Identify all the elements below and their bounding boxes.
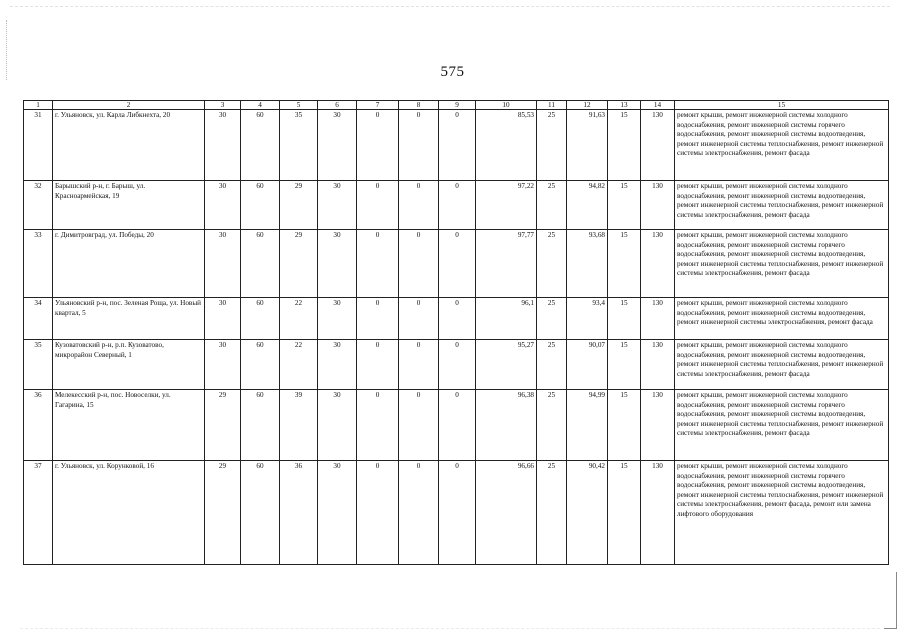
cell-col-10: 96,1: [476, 298, 537, 340]
cell-row-number: 36: [24, 390, 53, 461]
cell-col-6: 30: [318, 461, 357, 565]
cell-col-13: 15: [608, 230, 641, 298]
cell-col-11: 25: [537, 340, 567, 390]
table-row: [24, 230, 889, 298]
column-number-header: 7: [357, 101, 399, 110]
table-header-row: [24, 101, 889, 110]
cell-col-11: 25: [537, 298, 567, 340]
cell-col-14: 130: [641, 340, 675, 390]
table-row: [24, 390, 889, 461]
cell-col-9: 0: [439, 340, 476, 390]
cell-col-3: 30: [205, 298, 241, 340]
cell-col-8: 0: [399, 461, 439, 565]
cell-col-12: 93,68: [567, 230, 608, 298]
cell-col-10: 97,22: [476, 181, 537, 230]
table-row: [24, 461, 889, 565]
column-number-header: 6: [318, 101, 357, 110]
cell-col-5: 29: [280, 181, 318, 230]
column-number-header: 3: [205, 101, 241, 110]
cell-col-4: 60: [241, 230, 280, 298]
column-number-header: 9: [439, 101, 476, 110]
column-number-header: 2: [53, 101, 205, 110]
cell-col-8: 0: [399, 298, 439, 340]
cell-col-6: 30: [318, 230, 357, 298]
cell-col-13: 15: [608, 110, 641, 181]
column-number-header: 12: [567, 101, 608, 110]
cell-col-6: 30: [318, 298, 357, 340]
cell-col-7: 0: [357, 110, 399, 181]
cell-col-9: 0: [439, 230, 476, 298]
column-number-header: 1: [24, 101, 53, 110]
cell-address: Кузоватовский р-н, р.п. Кузоватово, микрорайон Северный, 1: [53, 340, 205, 390]
cell-col-13: 15: [608, 298, 641, 340]
cell-col-4: 60: [241, 110, 280, 181]
cell-works-list: ремонт крыши, ремонт инженерной системы холодного водоснабжения, ремонт инженерной системы горячего водоснабжения, ремонт инженерной системы водоотведения, ремонт инженерной системы теплоснабжения, ремонт инженерной системы электроснабжения, ремонт фасада: [675, 230, 889, 298]
cell-col-3: 29: [205, 390, 241, 461]
column-number-header: 8: [399, 101, 439, 110]
cell-col-7: 0: [357, 461, 399, 565]
cell-col-5: 22: [280, 340, 318, 390]
cell-works-list: ремонт крыши, ремонт инженерной системы холодного водоснабжения, ремонт инженерной системы водоотведения, ремонт инженерной системы электроснабжения, ремонт фасада: [675, 298, 889, 340]
cell-col-5: 22: [280, 298, 318, 340]
column-number-header: 14: [641, 101, 675, 110]
cell-col-9: 0: [439, 181, 476, 230]
cell-col-9: 0: [439, 390, 476, 461]
cell-col-4: 60: [241, 298, 280, 340]
cell-works-list: ремонт крыши, ремонт инженерной системы холодного водоснабжения, ремонт инженерной системы водоотведения, ремонт инженерной системы теплоснабжения, ремонт инженерной системы электроснабжения, ремонт фасада: [675, 340, 889, 390]
cell-col-7: 0: [357, 181, 399, 230]
cell-col-11: 25: [537, 110, 567, 181]
cell-col-12: 90,42: [567, 461, 608, 565]
cell-works-list: ремонт крыши, ремонт инженерной системы холодного водоснабжения, ремонт инженерной системы горячего водоснабжения, ремонт инженерной системы водоотведения, ремонт инженерной системы теплоснабжения, ремонт инженерной системы электроснабжения, ремонт фасада, ремонт или замена лифтового оборудования: [675, 461, 889, 565]
cell-col-14: 130: [641, 461, 675, 565]
cell-col-11: 25: [537, 230, 567, 298]
cell-col-9: 0: [439, 298, 476, 340]
cell-col-12: 91,63: [567, 110, 608, 181]
table-row: [24, 181, 889, 230]
cell-col-12: 90,07: [567, 340, 608, 390]
cell-col-3: 30: [205, 340, 241, 390]
repair-program-table: [23, 100, 889, 565]
cell-col-14: 130: [641, 298, 675, 340]
cell-col-3: 29: [205, 461, 241, 565]
cell-col-12: 94,99: [567, 390, 608, 461]
cell-col-12: 94,82: [567, 181, 608, 230]
cell-col-9: 0: [439, 110, 476, 181]
cell-col-11: 25: [537, 461, 567, 565]
cell-col-5: 36: [280, 461, 318, 565]
cell-col-14: 130: [641, 230, 675, 298]
scan-noise-top: [10, 6, 890, 9]
cell-col-6: 30: [318, 181, 357, 230]
cell-address: г. Ульяновск, ул. Карла Либкнехта, 20: [53, 110, 205, 181]
cell-col-5: 35: [280, 110, 318, 181]
cell-row-number: 37: [24, 461, 53, 565]
cell-col-4: 60: [241, 461, 280, 565]
cell-col-10: 96,38: [476, 390, 537, 461]
cell-col-7: 0: [357, 340, 399, 390]
cell-col-3: 30: [205, 181, 241, 230]
cell-col-8: 0: [399, 230, 439, 298]
cell-col-14: 130: [641, 110, 675, 181]
cell-col-11: 25: [537, 181, 567, 230]
cell-col-8: 0: [399, 340, 439, 390]
table-row: [24, 298, 889, 340]
cell-address: Мелекесский р-н, пос. Новоселки, ул. Гагарина, 15: [53, 390, 205, 461]
scan-noise-bottom: [20, 628, 880, 629]
table-row: [24, 340, 889, 390]
cell-address: г. Ульяновск, ул. Корунковой, 16: [53, 461, 205, 565]
cell-col-13: 15: [608, 390, 641, 461]
cell-col-7: 0: [357, 230, 399, 298]
cell-col-13: 15: [608, 340, 641, 390]
cell-address: г. Димитровград, ул. Победы, 20: [53, 230, 205, 298]
column-number-header: 5: [280, 101, 318, 110]
cell-col-10: 96,66: [476, 461, 537, 565]
cell-col-14: 130: [641, 390, 675, 461]
cell-works-list: ремонт крыши, ремонт инженерной системы холодного водоснабжения, ремонт инженерной системы водоотведения, ремонт инженерной системы теплоснабжения, ремонт инженерной системы электроснабжения, ремонт фасада: [675, 181, 889, 230]
scan-corner-mark: [884, 572, 897, 629]
cell-col-8: 0: [399, 390, 439, 461]
cell-row-number: 33: [24, 230, 53, 298]
column-number-header: 13: [608, 101, 641, 110]
cell-col-10: 95,27: [476, 340, 537, 390]
cell-col-6: 30: [318, 340, 357, 390]
cell-col-5: 39: [280, 390, 318, 461]
cell-col-4: 60: [241, 340, 280, 390]
cell-col-4: 60: [241, 181, 280, 230]
cell-col-12: 93,4: [567, 298, 608, 340]
cell-col-7: 0: [357, 390, 399, 461]
cell-works-list: ремонт крыши, ремонт инженерной системы холодного водоснабжения, ремонт инженерной системы горячего водоснабжения, ремонт инженерной системы водоотведения, ремонт инженерной системы теплоснабжения, ремонт инженерной системы электроснабжения, ремонт фасада: [675, 390, 889, 461]
cell-col-5: 29: [280, 230, 318, 298]
cell-address: Ульяновский р-н, пос. Зеленая Роща, ул. Новый квартал, 5: [53, 298, 205, 340]
cell-row-number: 35: [24, 340, 53, 390]
cell-col-13: 15: [608, 461, 641, 565]
cell-col-6: 30: [318, 390, 357, 461]
cell-col-14: 130: [641, 181, 675, 230]
page-number: 575: [440, 64, 465, 80]
cell-address: Барышский р-н, г. Барыш, ул. Красноармейская, 19: [53, 181, 205, 230]
cell-col-3: 30: [205, 230, 241, 298]
cell-col-11: 25: [537, 390, 567, 461]
cell-col-9: 0: [439, 461, 476, 565]
cell-col-13: 15: [608, 181, 641, 230]
cell-row-number: 34: [24, 298, 53, 340]
cell-col-8: 0: [399, 181, 439, 230]
column-number-header: 10: [476, 101, 537, 110]
column-number-header: 15: [675, 101, 889, 110]
cell-row-number: 31: [24, 110, 53, 181]
column-number-header: 11: [537, 101, 567, 110]
cell-col-6: 30: [318, 110, 357, 181]
cell-col-4: 60: [241, 390, 280, 461]
cell-col-10: 85,53: [476, 110, 537, 181]
table-row: [24, 110, 889, 181]
cell-col-7: 0: [357, 298, 399, 340]
cell-col-3: 30: [205, 110, 241, 181]
cell-col-10: 97,77: [476, 230, 537, 298]
cell-row-number: 32: [24, 181, 53, 230]
column-number-header: 4: [241, 101, 280, 110]
cell-works-list: ремонт крыши, ремонт инженерной системы холодного водоснабжения, ремонт инженерной системы горячего водоснабжения, ремонт инженерной системы водоотведения, ремонт инженерной системы теплоснабжения, ремонт инженерной системы электроснабжения, ремонт фасада: [675, 110, 889, 181]
cell-col-8: 0: [399, 110, 439, 181]
